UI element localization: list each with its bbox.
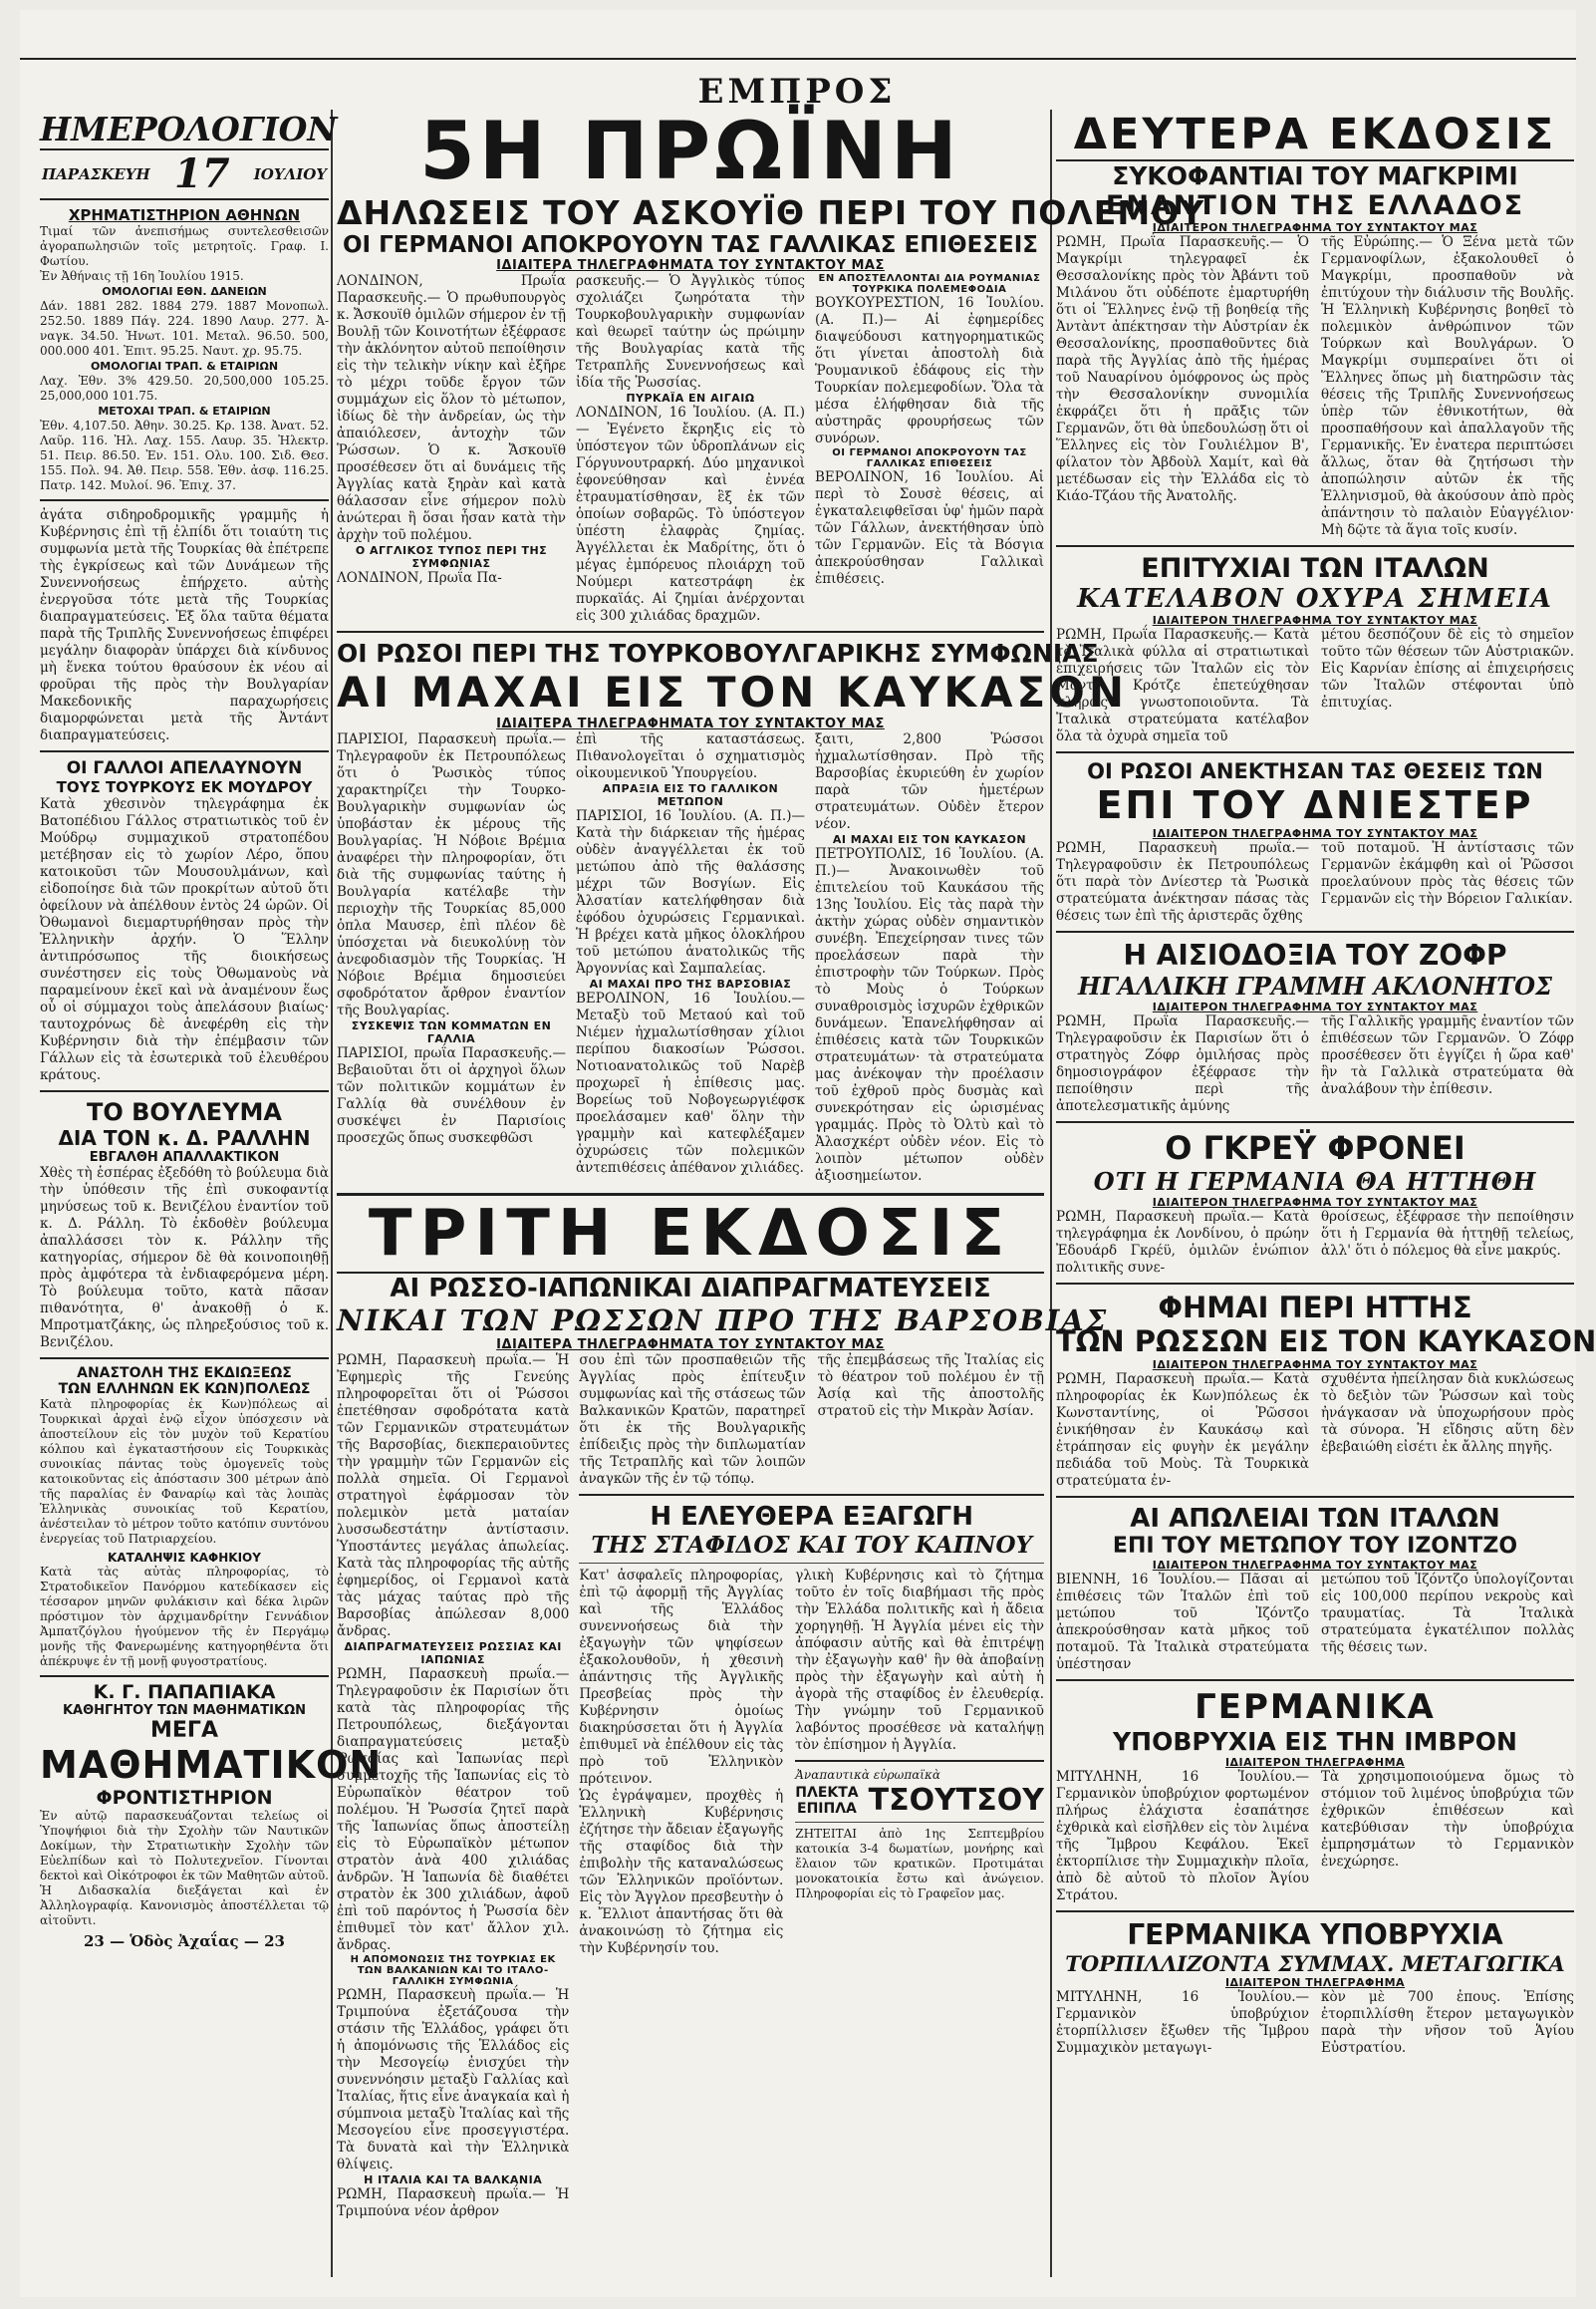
- day-number: 17: [173, 150, 230, 197]
- telegram-subheading: ΙΔΙΑΙΤΕΡΑ ΤΗΛΕΓΡΑΦΗΜΑΤΑ ΤΟΥ ΣΥΝΤΑΚΤΟΥ ΜΑΣ: [496, 258, 885, 273]
- headline-germanika: ΓΕΡΜΑΝΙΚΑ: [1195, 1687, 1436, 1727]
- divider: [1056, 1910, 1574, 1912]
- article-text: ΜΙΤΥΛΗΝΗ, 16 Ἰουλίου.— Γερμανικὸν ὑποβρύχιον ἐτορπίλλισεν ἔξωθεν τῆς Ἴμβρου Συμμαχικὸν μεταγωγι-: [1056, 1989, 1309, 2056]
- headline-konpolews: ΤΩΝ ΕΛΛΗΝΩΝ ΕΚ ΚΩΝ)ΠΟΛΕΩΣ: [58, 1381, 311, 1397]
- article-text: ΡΩΜΗ, Πρωΐα Παρασκευῆς.— Τηλεγραφοῦσιν ἐκ Παρισίων ὅτι ὁ στρατηγὸς Ζόφρ ὁμιλήσας πρὸς δημοσιογράφον ἐξέφρασε τὴν πεποίθησιν περὶ τῆς ἀποτελεσματικῆς ἀμύνης: [1056, 1013, 1309, 1114]
- ad-headline: ΜΑΘΗΜΑΤΙΚΟΝ: [40, 1743, 383, 1787]
- ad-plekta: ΠΛΕΚΤΑ ΕΠΙΠΛΑ: [795, 1784, 859, 1817]
- headline-proinh: 5Η ΠΡΩΪΝΗ: [419, 105, 961, 197]
- headline-germania-htthsh: ΟΤΙ Η ΓΕΡΜΑΝΙΑ ΘΑ ΗΤΤΗΘΗ: [1093, 1167, 1537, 1196]
- ad-mega: ΜΕΓΑ: [150, 1718, 218, 1743]
- advertisement: [40, 1675, 383, 1950]
- headline-rallhn: ΔΙΑ ΤΟΝ κ. Δ. ΡΑΛΛΗΝ: [58, 1126, 311, 1150]
- divider: [40, 499, 329, 501]
- article-text: ρασκευῆς.— Ὁ Ἀγγλικὸς τύπος σχολιάζει ζωηρότατα τὴν Τουρκοβουλγαρικὴν συμφωνίαν καὶ θεωρεῖ ταύτην ὡς πρώιμην τῆς Βουλγαρίας κατὰ τῆς Τετραπλῆς Συνεννοήσεως καὶ ἰδία τῆς Ῥωσσίας.: [576, 273, 805, 391]
- headline-rwsswn-kaukason: ΤΩΝ ΡΩΣΣΩΝ ΕΙΣ ΤΟΝ ΚΑΥΚΑΣΟΝ: [1056, 1324, 1596, 1358]
- article-columns: [1056, 1371, 1574, 1490]
- divider: [337, 631, 1044, 633]
- divider: [1056, 751, 1574, 753]
- telegram-subheading: ΙΔΙΑΙΤΕΡΟΝ ΤΗΛΕΓΡΑΦΗΜΑ ΤΟΥ ΣΥΝΤΑΚΤΟΥ ΜΑΣ: [1152, 614, 1478, 627]
- headline-rwsoi-anekthsan: ΟΙ ΡΩΣΟΙ ΑΝΕΚΤΗΣΑΝ ΤΑΣ ΘΕΣΕΙΣ ΤΩΝ: [1087, 759, 1543, 783]
- article-text: μέτου δεσπόζουν δὲ εἰς τὸ σημεῖον τοῦτο τῶν θέσεων τῶν Αὐστριακῶν. Εἰς Καρνίαν ἐπίσης αἱ ἐπιχειρήσεις τῶν Ἰταλῶν στέφονται ὑπὸ ἐπιτυχίας.: [1321, 627, 1574, 711]
- article-text: Κατὰ τὰς αὐτὰς πληροφορίας, τὸ Στρατοδικεῖον Πανόρμου κατεδίκασεν εἰς τέσσαρον μηνῶν φυλάκισιν καὶ δέκα λιρῶν πρόστιμον τὸν ἀρχιμανδρίτην Γεννάδιον Ἀμπατζόγλου ἡγούμενον τῆς ἐν Περγάμῳ μονῆς τῆς Φανερωμένης κατηγορηθέντα ὅτι ἀπέκρυψε ἐν τῇ μονῇ φυγοστρατίους.: [40, 1565, 329, 1668]
- subheading: Ο ΑΓΓΛΙΚΟΣ ΤΥΠΟΣ ΠΕΡΙ ΤΗΣ ΣΥΜΦΩΝΙΑΣ: [355, 544, 548, 570]
- telegram-subheading: ΙΔΙΑΙΤΕΡΟΝ ΤΗΛΕΓΡΑΦΗΜΑ ΤΟΥ ΣΥΝΤΑΚΤΟΥ ΜΑΣ: [1152, 827, 1478, 840]
- telegram-subheading: ΙΔΙΑΙΤΕΡΟΝ ΤΗΛΕΓΡΑΦΗΜΑ ΤΟΥ ΣΥΝΤΑΚΤΟΥ ΜΑΣ: [1152, 1196, 1478, 1209]
- divider: [1056, 545, 1574, 547]
- headline-vouleuma: ΤΟ ΒΟΥΛΕΥΜΑ: [86, 1098, 282, 1126]
- divider: [1056, 1283, 1574, 1285]
- telegram-subheading: ΙΔΙΑΙΤΕΡΟΝ ΤΗΛΕΓΡΑΦΗΜΑ ΤΟΥ ΣΥΝΤΑΚΤΟΥ ΜΑΣ: [1152, 1559, 1478, 1572]
- telegram-subheading: ΙΔΙΑΙΤΕΡΟΝ ΤΗΛΕΓΡΑΦΗΜΑ: [1224, 1976, 1406, 1989]
- subheading: ΑΙ ΜΑΧΑΙ ΕΙΣ ΤΟΝ ΚΑΥΚΑΣΟΝ: [832, 833, 1027, 846]
- ad-tsoutsou: [795, 1783, 1044, 1818]
- headline-stafidos: ΤΗΣ ΣΤΑΦΙΔΟΣ ΚΑΙ ΤΟΥ ΚΑΠΝΟΥ: [591, 1532, 1032, 1559]
- article-columns: [1056, 234, 1574, 539]
- headline-deutera-ekdosis: ΔΕΥΤΕΡΑ ΕΚΔΟΣΙΣ: [1056, 110, 1574, 161]
- subheading: ΣΥΣΚΕΨΙΣ ΤΩΝ ΚΟΜΜΑΤΩΝ ΕΝ ΓΑΛΛΙΑ: [351, 1019, 552, 1045]
- masthead-rule: [20, 58, 1576, 60]
- column-divider: [1050, 110, 1052, 2277]
- divider: [795, 1822, 1044, 1823]
- article-text: ΡΩΜΗ, Παρασκευὴ πρωΐα.— Τηλεγραφοῦσιν ἐκ Παρισίων ὅτι κατὰ τὰς πληροφορίας τῆς Πετρουπόλεως, διεξάγονται διαπραγματεύσεις μεταξὺ Ῥωσσίας καὶ Ἰαπωνίας περὶ συμμετοχῆς τῆς Ἰαπωνίας εἰς τὸ Εὐρωπαϊκὸν θέατρον τοῦ πολέμου. Ἡ Ῥωσσία ζητεῖ παρὰ τῆς Ἰαπωνίας ὅπως ἀποστείλῃ εἰς τὸ Εὐρωπαϊκὸν μέτωπον στρατὸν ἀνὰ 400 χιλιάδας ἀνδρῶν. Ἡ Ἰαπωνία δὲ διαθέτει στρατὸν ἐκ 300 χιλιάδων, ἀφοῦ ἐπὶ τοῦ παρόντος ἡ Ῥωσσία δὲν ἐπιθυμεῖ τὸν κατ' ἄλλον χιλ. ἄνδρας.: [337, 1666, 570, 1953]
- article-text: ΠΑΡΙΣΙΟΙ, Παρασκευὴ πρωΐα.— Τηλεγραφοῦν ἐκ Πετρουπόλεως ὅτι ὁ Ῥωσικὸς τύπος χαρακτηρίζει τὴν Τουρκο-Βουλγαρικὴν συμφωνίαν ὡς ὑποβάσταν ἐκ μέρους τῆς Βουλγαρίας. Ἡ Νόβοιε Βρέμια ἀναφέρει τὴν πληροφορίαν, ὅτι διὰ τῆς συμφωνίας ταύτης ἡ Βουλγαρία κατέλαβε τὴν περιοχὴν τῆς Τουρκίας 85,000 ὁπλα Μαυσερ, ἐπὶ πλέον δὲ ὑπόσχεται νὰ διευκολύνῃ τὸν ἀνεφοδιασμὸν τῆς Τουρκίας. Ἡ Νόβοιε Βρέμια δημοσιεύει σφοδρότατον ἄρθρον ἐναντίον τῆς Βουλγαρίας.: [337, 731, 566, 1018]
- exchange-heading: ΧΡΗΜΑΤΙΣΤΗΡΙΟΝ ΑΘΗΝΩΝ: [68, 206, 301, 224]
- article-subcolumns: [579, 1352, 1044, 1488]
- headline-ellados: ΕΝΑΝΤΙΟΝ ΤΗΣ ΕΛΛΑΔΟΣ: [1105, 190, 1525, 221]
- article-text: ΛΟΝΔΙΝΟΝ, Πρωΐα Παρασκευῆς.— Ὁ πρωθυπουργὸς κ. Ἄσκουϊθ ὁμιλῶν σήμερον ἐν τῇ Βουλῇ τῶν Κοινοτήτων ἐξέφρασε τὴν ἀκλόνητον αὐτοῦ πεποίθησιν εἰς τὴν τελικὴν νίκην καὶ ἐξῆρε τὸ μέχρι τοῦδε ἔργον τῶν συμμάχων εἰς ὅλον τὸ μέτωπον, ἰδίως δὲ τὴν ἀνδρείαν, ὡς τὴν ἀπαιόλεσεν, ἀντοχὴν τῶν Ῥώσσων. Ὁ κ. Ἄσκουϊθ προσέθεσεν ὅτι αἱ δυνάμεις τῆς Ἀγγλίας κατὰ ξηρὰν καὶ κατὰ θάλασσαν εἶνε σήμερον πολὺ ἀνώτεραι ἢ ὅσαι ἦσαν κατὰ τὴν ἀρχὴν τοῦ πολέμου.: [337, 273, 566, 543]
- article-text: τοῦ ποταμοῦ. Ἡ ἀντίστασις τῶν Γερμανῶν ἐκάμφθη καὶ οἱ Ῥῶσσοι προελαύνουν πρὸς τὰς θέσεις τῶν Γερμανῶν εἰς τὴν Βόρειον Γαλικίαν.: [1321, 840, 1574, 907]
- telegram-subheading: ΙΔΙΑΙΤΕΡΑ ΤΗΛΕΓΡΑΦΗΜΑΤΑ ΤΟΥ ΣΥΝΤΑΚΤΟΥ ΜΑΣ: [496, 1337, 885, 1352]
- article-text: ΡΩΜΗ, Παρασκευὴ πρωΐα.— Ἡ Ἐφημερὶς τῆς Γενεύης πληροφορεῖται ὅτι οἱ Ῥώσσοι ἐπετέθησαν σφοδρότατα κατὰ τῶν Γερμανικῶν στρατευμάτων τῆς Βαρσοβίας, διεκπεραιοῦντες τὴν γραμμὴν τῶν Γερμανῶν εἰς πολλὰ σημεῖα. Οἱ Γερμανοὶ στρατηγοὶ ἐφάρμοσαν τὸν πολεμικὸν μετὰ ματαίαν λυσσωδεστάτην ἀντίστασιν. Ὑποστάντες μεγάλας ἀπωλείας. Κατὰ τὰς πληροφορίας τῆς αὐτῆς ἐφημερίδος, οἱ Γερμανοὶ κατὰ τὰς μάχας ταύτας πρὸ τῆς Βαρσοβίας ἀπώλεσαν 8,000 ἄνδρας.: [337, 1352, 570, 1639]
- ad-frontisthrion: ΦΡΟΝΤΙΣΤΗΡΙΟΝ: [96, 1787, 273, 1809]
- loans-heading: ΟΜΟΛΟΓΙΑΙ ΕΘΝ. ΔΑΝΕΙΩΝ: [102, 285, 267, 298]
- article-columns: [337, 731, 1044, 1185]
- article-columns: [1056, 840, 1574, 925]
- subheading: Η ΑΠΟΜΟΝΩΣΙΣ ΤΗΣ ΤΟΥΡΚΙΑΣ ΕΚ ΤΩΝ ΒΑΛΚΑΝΙΩΝ ΚΑΙ ΤΟ ΙΤΑΛΟ-ΓΑΛΛΙΚΗ ΣΥΜΦΩΝΙΑ: [350, 1954, 556, 1987]
- loans-text: Δάν. 1881 282. 1884 279. 1887 Μονοπωλ. 252.50. 1889 Πάγ. 224. 1890 Λαυρ. 277. Ἀ-ναγκ. 34.50. Ἠνωτ. 101. Μεταλ. 96.50. 500, 000.000 401. Ἐπιτ. 95.25. Ναυτ. χρ. 95.75.: [40, 299, 329, 358]
- divider: [40, 1357, 329, 1359]
- article-columns: [1056, 1013, 1574, 1115]
- subheading: ΑΠΡΑΞΙΑ ΕΙΣ ΤΟ ΓΑΛΛΙΚΟΝ ΜΕΤΩΠΟΝ: [602, 782, 779, 808]
- headline-apallaktikon: ΕΒΓΑΛΘΗ ΑΠΑΛΛΑΚΤΙΚΟΝ: [89, 1150, 280, 1165]
- article-text: ΠΑΡΙΣΙΟΙ, πρωΐα Παρασκευῆς.— Βεβαιοῦται ὅτι οἱ ἀρχηγοὶ ὅλων τῶν πολιτικῶν κομμάτων ἐν Γαλλίᾳ θὰ συνέλθουν ἐν συσκέψει ἐν Παρισίοις προσεχῶς ὅπως συσκεφθῶσι: [337, 1045, 566, 1146]
- article-text: ΒΟΥΚΟΥΡΕΣΤΙΟΝ, 16 Ἰουλίου. (Α. Π.)— Αἱ ἐφημερίδες διαψεύδουσι κατηγορηματικῶς ὅτι γίνεται ἀποστολὴ διὰ Ῥουμανικοῦ ἐδάφους εἰς τὴν Τουρκίαν πολεμεφοδίων. Ὅλα τὰ μέσα ἐλήφθησαν διὰ τῆς αὐστηρᾶς φρουρήσεως τῶν συνόρων.: [815, 295, 1044, 446]
- article-subcolumns: [579, 1568, 1044, 1957]
- headline-grammh: ΗΓΑΛΛΙΚΗ ΓΡΑΜΜΗ ΑΚΛΟΝΗΤΟΣ: [1078, 972, 1552, 1001]
- headline-izontzo: ΕΠΙ ΤΟΥ ΜΕΤΩΠΟΥ ΤΟΥ ΙΖΟΝΤΖΟ: [1112, 1534, 1518, 1559]
- headline-askouith: ΔΗΛΩΣΕΙΣ ΤΟΥ ΑΣΚΟΥΪΘ ΠΕΡΙ ΤΟΥ ΠΟΛΕΜΟΥ: [337, 193, 1205, 232]
- headline-torpillizonta: ΤΟΡΠΙΛΛΙΖΟΝΤΑ ΣΥΜΜΑΧ. ΜΕΤΑΓΩΓΙΚΑ: [1065, 1951, 1565, 1976]
- divider: [40, 750, 329, 752]
- headline-kaukason: ΑΙ ΜΑΧΑΙ ΕΙΣ ΤΟΝ ΚΑΥΚΑΣΟΝ: [337, 668, 1129, 717]
- date-row: [40, 150, 329, 200]
- telegram-subheading: ΙΔΙΑΙΤΕΡΟΝ ΤΗΛΕΓΡΑΦΗΜΑ ΤΟΥ ΣΥΝΤΑΚΤΟΥ ΜΑΣ: [1152, 1358, 1478, 1371]
- divider: [40, 1090, 329, 1092]
- headline-sykofantiai: ΣΥΚΟΦΑΝΤΙΑΙ ΤΟΥ ΜΑΓΚΡΙΜΙ: [1112, 161, 1518, 190]
- column-divider: [331, 110, 333, 2277]
- bonds-heading: ΟΜΟΛΟΓΙΑΙ ΤΡΑΠ. & ΕΤΑΙΡΙΩΝ: [90, 360, 279, 373]
- article-text: τῆς ἐπεμβάσεως τῆς Ἰταλίας εἰς τὸ θέατρον τοῦ πολέμου ἐν τῇ Ἀσίᾳ καὶ τῆς ἀποστολῆς στρατοῦ εἰς τὴν Μικρὰν Ἀσίαν.: [817, 1352, 1045, 1419]
- left-column: [40, 110, 383, 2277]
- subheading: ΕΝ ΑΠΟΣΤΕΛΛΟΝΤΑΙ ΔΙΑ ΡΟΥΜΑΝΙΑΣ ΤΟΥΡΚΙΚΑ ΠΟΛΕΜΕΦΟΔΙΑ: [818, 273, 1041, 295]
- subheading: ΠΥΡΚΑΪΑ ΕΝ ΑΙΓΑΙΩ: [626, 392, 755, 405]
- article-text: ἀγάτα σιδηροδρομικῆς γραμμῆς ἡ Κυβέρνησις ἐπὶ τῇ ἐλπίδι ὅτι τοιαύτη τις συμφωνία μετὰ τῆς Τουρκίας θὰ ἐπέτρεπε τὴς ἐγκρίσεως καὶ τῶν Δυνάμεων τῆς Συνεννοήσεως ἐπήρχετο. αὐτὴς ἐνεργοῦσα τότε μετὰ τῆς Τουρκίας διαπραγματεύσεις. Ἐξ ὅλα ταῦτα θέματα παρὰ τῆς Τριπλῆς Συνεννοήσεως ἐπιφέρει μεγάλην διαφορὰν ὑπάρχει διὰ κίνδυνος μὴ ἕνεκα τούτου θραύσουν ἐκ νέου αἱ φροῦραι τῆς πρὸς τὴν Βουλγαρίαν Μακεδονικῆς παραχωρήσεις διαμορφώνεται μετὰ τῆς Ἀντάντ διαπραγματεύσεις.: [40, 507, 329, 743]
- article-text: ΡΩΜΗ, Παρασκευὴ πρωΐα.— Ἡ Τριμπούνα ἐξετάζουσα τὴν στάσιν τῆς Ἑλλάδος, γράφει ὅτι ἡ ἀπομόνωσις τῆς Ἑλλάδος εἰς τὴν Μεσογείῳ ἐνισχύει τὴν συνεννόησιν μεταξὺ Γαλλίας καὶ Ἰταλίας, ἥτις εἶνε ἀναγκαία καὶ ἡ σύμπνοια μεταξὺ Ἰταλίας καὶ τῆς Μεσογείου εἶνε προσεγγιστέρα. Τὰ δυνατὰ καὶ τὴν Ἑλληνικὰ θλίψεις.: [337, 1987, 570, 2172]
- article-text: ΛΟΝΔΙΝΟΝ, 16 Ἰουλίου. (Α. Π.)— Ἐγένετο ἔκρηξις εἰς τὸ ὑπόστεγον τῶν ὑδροπλάνων εἰς Γόργυνουτραρκή. Δύο μηχανικοὶ ἐφονεύθησαν καὶ ἐννέα ἐτραυματίσθησαν, ἓξ ἐκ τῶν ὁποίων σοβαρῶς. Τὸ ὑπόστεγον ὑπέστη ἐλαφρὰς ζημίας. Ἀγγέλλεται ἐκ Μαδρίτης, ὅτι ὁ μέγας ἐμπόρευος πλοιάρχη τοῦ Νούμερι κατεστράφη ἐκ πυρκαϊάς. Αἱ ζημίαι ἀνέρχονται εἰς 300 χιλιάδας δραχμῶν.: [576, 405, 805, 624]
- telegram-subheading: ΙΔΙΑΙΤΕΡΟΝ ΤΗΛΕΓΡΑΦΗΜΑ: [1224, 1756, 1406, 1769]
- article-text: ΛΟΝΔΙΝΟΝ, Πρωΐα Πα-: [337, 570, 502, 586]
- headline-zofr: Η ΑΙΣΙΟΔΟΞΙΑ ΤΟΥ ΖΟΦΡ: [1123, 939, 1507, 972]
- headline-katalhpsh: ΚΑΤΑΛΗΨΙΣ ΚΑΦΗΚΙΟΥ: [108, 1551, 261, 1565]
- shares-text: Ἐθν. 4,107.50. Ἀθην. 30.25. Κρ. 138. Ἀνατ. 52. Λαῦρ. 116. Ἠλ. Λαχ. 155. Λαυρ. 35. Ἠλεκτρ. 51. Πειρ. 86.50. Ἐν. 151. Ολυ. 100. Σιδ. Θεσ. 155. Πολ. 94. Ἀθ. Πειρ. 558. Ἐθν. ἀσφ. 116.25. Πατρ. 142. Μυλοί. 96. Ἐπιχ. 37.: [40, 419, 329, 492]
- headline-grey: Ο ΓΚΡΕΫ ΦΡΟΝΕΙ: [1165, 1129, 1465, 1167]
- exchange-date: Ἐν Ἀθήναις τῇ 16η Ἰουλίου 1915.: [40, 269, 244, 283]
- article-columns: [1056, 1572, 1574, 1673]
- article-text: ΠΕΤΡΟΥΠΟΛΙΣ, 16 Ἰουλίου. (Α. Π.)— Ἀνακοινωθὲν τοῦ ἐπιτελείου τοῦ Καυκάσου τῆς 13ης Ἰουλίου. Εἰς τὰς παρὰ τὴν ἀκτὴν χώρας οὐδὲν σημαντικὸν συνέβη. Ἐπεχείρησαν τινες τῶν προελάσεων παρὰ τὴν ἐπιστροφὴν τῶν Τούρκων. Πρὸς τὸ Μοὺς ὁ Τούρκων συναθροισμὸς ἰσχυρῶν ἐχθρικῶν δυνάμεων. Ἐπανελήφθησαν αἱ ἐπιθέσεις κατὰ τῶν Τουρκικῶν στρατευμάτων· τὰ στρατεύματα μας ἀνέκοψαν τὴν προέλασιν τοῦ ἐχθροῦ πρὸς δυσμὰς καὶ συνεκρότησαν εἰς ὡρισμένας γραμμάς. Πρὸς τὸ Ὀλτὺ καὶ τὸ Ἀλασχκέρτ οὐδὲν νέον. Εἰς τὸ λοιπὸν μέτωπον οὐδὲν ἀξιοσημείωτον.: [815, 846, 1044, 1184]
- divider: [795, 1760, 1044, 1762]
- headline-anastolh: ΑΝΑΣΤΟΛΗ ΤΗΣ ΕΚΔΙΩΞΕΩΣ: [77, 1365, 292, 1381]
- article-columns: [1056, 1769, 1574, 1904]
- article-text: σου ἐπὶ τῶν προσπαθειῶν τῆς Ἀγγλίας πρὸς ἐπίτευξιν συμφωνίας καὶ τῆς στάσεως τῶν Βαλκανικῶν Κρατῶν, παρατηρεῖ ὅτι ἐκ τῆς Βουλγαρικῆς ἐπίδειξις πρὸς τὴν διπλωματίαν τῆς Τετραπλῆς καὶ τῶν λοιπῶν ἀναγκῶν τῆς ἐν τῷ τόπῳ.: [579, 1352, 806, 1487]
- ad-text: Ἐν αὐτῷ παρασκευάζονται τελείως οἱ Ὑποψήφιοι διὰ τὴν Σχολὴν τῶν Ναυτικῶν Δοκίμων, τὴν Στρατιωτικὴν Σχολὴν τῶν Εὐελπίδων καὶ τὸ Πολυτεχνεῖον. Γίνονται δεκτοὶ καὶ Οἰκότροφοι ἐκ τῶν Μαθητῶν αὐτοῦ. Ἡ Διδασκαλία διεξάγεται καὶ ἐν Ἀλληλογραφίᾳ. Κανονισμὸς ἀποστέλλεται τῷ αἰτοῦντι.: [40, 1809, 329, 1927]
- headline-fhmai: ΦΗΜΑΙ ΠΕΡΙ ΗΤΤΗΣ: [1158, 1291, 1472, 1324]
- classified-text: ΖΗΤΕΙΤΑΙ ἀπὸ 1ης Σεπτεμβρίου κατοικία 3-4 δωματίων, μονήρης καὶ ἔλαιον τῶν κρατικῶν. Προτιμάται μονοκατοικία ἔστω καὶ ἀνώγειον. Πληροφορίαι εἰς τὸ Γραφεῖον μας.: [795, 1827, 1044, 1900]
- subheading: ΔΙΑΠΡΑΓΜΑΤΕΥΣΕΙΣ ΡΩΣΣΙΑΣ ΚΑΙ ΙΑΠΩΝΙΑΣ: [344, 1640, 562, 1666]
- article-text: ΡΩΜΗ, Παρασκευὴ πρωΐα.— Ἡ Τριμπούνα νέον ἀρθρον: [337, 2186, 570, 2219]
- headline-imvron: ΥΠΟΒΡΥΧΙΑ ΕΙΣ ΤΗΝ ΙΜΒΡΟΝ: [1113, 1727, 1517, 1756]
- shares-heading: ΜΕΤΟΧΑΙ ΤΡΑΠ. & ΕΤΑΙΡΙΩΝ: [98, 405, 271, 418]
- article-text: κὸν μὲ 700 ἐπους. Ἐπίσης ἐτορπιλλίσθη ἕτερον μεταγωγικὸν παρὰ τὴν νῆσον τοῦ Ἁγίου Εὐστρατίου.: [1321, 1989, 1574, 2056]
- right-column: [1056, 110, 1596, 2277]
- headline-germanoi: ΟΙ ΓΕΡΜΑΝΟΙ ΑΠΟΚΡΟΥΟΥΝ ΤΑΣ ΓΑΛΛΙΚΑΣ ΕΠΙΘΕΣΕΙΣ: [343, 232, 1038, 258]
- divider: [579, 1494, 1044, 1496]
- article-text: ΒΕΡΟΛΙΝΟΝ, 16 Ἰουλίου. Αἱ περὶ τὸ Σουσὲ θέσεις, αἱ ἐγκαταλειφθεῖσαι ὑφ' ἡμῶν παρὰ τῶν Γάλλων, ἀνεκτήθησαν ὑπὸ τῶν Γερμανῶν. Εἰς τὰ Βόσγια ἀπεκρούσθησαν Γαλλικαὶ ἐπιθέσεις.: [815, 469, 1044, 587]
- ad-title: ΚΑΘΗΓΗΤΟΥ ΤΩΝ ΜΑΘΗΜΑΤΙΚΩΝ: [62, 1703, 307, 1718]
- article-columns: [1056, 1209, 1574, 1277]
- divider: [1056, 1121, 1574, 1123]
- ad-tsoutsou-name: ΤΣΟΥΤΣΟΥ: [868, 1783, 1044, 1818]
- month: ΙΟΥΛΙΟΥ: [253, 165, 327, 183]
- divider: [1056, 1496, 1574, 1498]
- divider: [1056, 1679, 1574, 1681]
- article-text: ΡΩΜΗ, Πρωΐα Παρασκευῆς.— Κατὰ τὸ Ἰταλικὰ φύλλα αἱ στρατιωτικαὶ ἐπιχειρήσεις τῶν Ἰταλῶν εἰς τὸν Μόντε Κρότζε ἐπετεύχθησαν πλήρως γνωστοποιοῦντα. Τὰ Ἰταλικὰ στρατεύματα κατέλαβον ὅλα τὰ ὀχυρὰ σημεῖα τοῦ: [1056, 627, 1309, 744]
- article-text: τῆς Εὐρώπης.— Ὁ Ξένα μετὰ τῶν Γερμανοφίλων, ἐξακολουθεῖ ὁ Μαγκρίμι, προσπαθοῦν νὰ ἐπιτύχουν τὴν διάλυσιν τῆς Βουλῆς. Ἡ Ἑλληνικὴ Κυβέρνησις βοηθεῖ τὸ πολεμικὸν ἀνθρώπινον τῶν Τούρκων καὶ Βουλγάρων. Ὁ Μαγκρίμι συμπεραίνει ὅτι οἱ Ἕλληνες ὅπως μὴ διατηρῶσιν τὰς θέσεις τῆς Τριπλῆς Συνεννοήσεως ὑπὲρ τῶν ἐθνικοτήτων, θὰ προσπαθήσουν καὶ ἀπαλλαγοῦν τῆς Γερμανικῆς. Ἐν ἐνατερα περιπτώσει ἄλλως, ὅταν θὰ ζητήσωσι τὴν ἀποπώλησιν αὐτῶν ἐκ τῆς Ἑλληνισμοῦ, θὰ ἀκούσουν ἀπὸ πρὸς ἀπάντησιν τὸ παλαιὸν Εὐαγγέλιον· Μὴ δῷτε τὰ ἅγια τοῖς κυσίν.: [1321, 234, 1574, 538]
- headline-eleuthera-exagwgh: Η ΕΛΕΥΘΕΡΑ ΕΞΑΓΩΓΗ: [650, 1502, 973, 1532]
- telegram-subheading: ΙΔΙΑΙΤΕΡΑ ΤΗΛΕΓΡΑΦΗΜΑΤΑ ΤΟΥ ΣΥΝΤΑΚΤΟΥ ΜΑΣ: [496, 717, 885, 731]
- headline-apwleiai: ΑΙ ΑΠΩΛΕΙΑΙ ΤΩΝ ΙΤΑΛΩΝ: [1130, 1504, 1500, 1534]
- headline-epityxiai: ΕΠΙΤΥΧΙΑΙ ΤΩΝ ΙΤΑΛΩΝ: [1141, 553, 1489, 584]
- diary-title: ΗΜΕΡΟΛΟΓΙΟΝ: [40, 110, 338, 148]
- newspaper-page: [20, 10, 1596, 2297]
- divider: [1056, 931, 1574, 933]
- article-text: γλικὴ Κυβέρνησις καὶ τὸ ζήτημα τοῦτο ἐν τοῖς διαβήμασι τῆς πρὸς τὴν Ἑλλάδα πολιτικῆς καὶ ἡ ἄδεια χορηγηθῇ. Ἡ Ἀγγλία μένει εἰς τὴν ἀπόφασιν αὐτῆς καὶ θὰ ἐπιτρέψῃ τὴν ἐξαγωγὴν καθ' ἣν θὰ ἀποβαίνῃ πρὸς τὴν ἐξαγωγὴν καὶ αὐτὴ ἡ ἀγορὰ τῆς σταφίδος ἐν ἐλευθερίᾳ. Τὴν γνώμην τοῦ Γερμανικοῦ λαβόντος προσέθεσε νὰ καταλήψῃ τὸν ἐπίσημον ἡ Ἀγγλία.: [795, 1568, 1044, 1753]
- divider: [579, 1563, 1044, 1564]
- article-text: μετώπου τοῦ Ἰζόντζο ὑπολογίζονται εἰς 100,000 περίπου νεκροὺς καὶ τραυματίας. Τὰ Ἰταλικὰ στρατεύματα ἐγκατέλιπον πολλὰς τῆς θέσεις των.: [1321, 1572, 1574, 1655]
- article-columns: [337, 1352, 1044, 2220]
- headline-nikai: ΝΙΚΑΙ ΤΩΝ ΡΩΣΣΩΝ ΠΡΟ ΤΗΣ ΒΑΡΣΟΒΙΑΣ: [337, 1303, 1109, 1337]
- article-text: ΒΕΡΟΛΙΝΟΝ, 16 Ἰουλίου.— Μεταξὺ τοῦ Μεταού καὶ τοῦ Νιέμεν ἠχμαλωτίσθησαν χίλιοι περίπου διακοσίων Ῥώσσοι. Νοτιοανατολικῶς τοῦ Ναρὲβ προχωρεῖ ἡ ἐπίθεσις μας. Βορείως τοῦ Νοβογεωργιέφσκ προελάσαμεν καθ' ὅλην τὴν γραμμὴν καὶ κατεφλέξαμεν ὀχυρώσεις τῶν πολεμικῶν ἀντεπιθέσεις ἀπέθανον χιλιάδες.: [576, 991, 805, 1176]
- headline-gallikoi: ΟΙ ΓΑΛΛΟΙ ΑΠΕΛΑΥΝΟΥΝ: [66, 758, 303, 778]
- article-text: θροίσεως, ἐξέφρασε τὴν πεποίθησιν ὅτι ἡ Γερμανία θὰ ἡττηθῇ τελείως, ἀλλ' ὅτι ὁ πόλεμος θὰ εἶνε μακρύς.: [1321, 1209, 1574, 1259]
- article-text: ἐπὶ τῆς καταστάσεως. Πιθανολογεῖται ὁ σχηματισμὸς οἰκουμενικοῦ Ὑπουργείου.: [576, 731, 805, 781]
- bonds-text: Λαχ. Ἐθν. 3% 429.50. 20,500,000 105.25. 25,000,000 101.75.: [40, 374, 329, 403]
- article-text: Κατὰ χθεσινὸν τηλεγράφημα ἐκ Βατοπέδιου Γάλλος στρατιωτικὸς τοῦ ἐν Μούδρῳ συμμαχικοῦ στρατοπέδου μετέβησαν εἰς τὸ χωρίον Λέρο, ὅπου κατοικοῦσι τῶν Μουσουλμάνων, καὶ εἰδοποίησε διὰ τῶν προκρίτων αὐτοῦ ὅτι ὀφείλουν νὰ ἀπέλθουν ἐντὸς 24 ὡρῶν. Οἱ Ὀθωμανοὶ διεμαρτυρήθησαν πρὸς τὴν Ἑλληνικὴν ἀρχήν. Ὁ Ἕλλην ἀντιπρόσωπος τῆς διοικήσεως συνέστησεν εἰς τοὺς Ὀθωμανοὺς νὰ παραμείνουν ἐκεῖ καὶ νὰ ἀναμένουν ἕως οὗ οἱ σύμμαχοι τοὺς ἀπελάσουν βιαίως· ταυτοχρόνως δὲ ἀνεφέρθη εἰς τὴν Κυβέρνησιν διὰ τὴν ἐπέμβασιν τῶν Γάλλων εἰς τὰ ἐσωτερικὰ τοῦ ἐλευθέρου κράτους.: [40, 796, 329, 1083]
- article-text: ΡΩΜΗ, Παρασκευὴ πρωΐα.— Τηλεγραφοῦσιν ἐκ Πετρουπόλεως ὅτι παρὰ τὸν Δνίεστερ τὰ Ῥωσικὰ στρατεύματα ἀνέκτησαν πάσας τὰς θέσεις των ἐπὶ τῆς ἀριστερᾶς ὄχθης: [1056, 840, 1309, 924]
- subheading: ΟΙ ΓΕΡΜΑΝΟΙ ΑΠΟΚΡΟΥΟΥΝ ΤΑΣ ΓΑΛΛΙΚΑΣ ΕΠΙΘΕΣΕΙΣ: [832, 447, 1027, 469]
- masthead: ΕΜΠΡΟΣ: [697, 72, 897, 112]
- article-text: Ὡς ἐγράψαμεν, προχθὲς ἡ Ἑλληνικὴ Κυβέρνησις ἐζήτησε τὴν ἄδειαν ἐξαγωγῆς τῆς σταφίδος διὰ τὴν ἐπιβολὴν τῆς καταναλώσεως τῶν Ἑλληνικῶν προϊόντων. Εἰς τὸν Ἄγγλον πρεσβευτὴν ὁ κ. Ἔλλιοτ ἀπαντήσας ὅτι θὰ ἀνακοινώσῃ τὸ ζήτημα εἰς τὴν Κυβέρνησίν του.: [579, 1788, 784, 1956]
- headline-rwsso-iapwnikai: ΑΙ ΡΩΣΣΟ-ΙΑΠΩΝΙΚΑΙ ΔΙΑΠΡΑΓΜΑΤΕΥΣΕΙΣ: [390, 1274, 991, 1303]
- article-columns: [1056, 1989, 1574, 2057]
- article-text: τῆς Γαλλικῆς γραμμῆς ἐναντίον τῶν ἐπιθέσεων τῶν Γερμανῶν. Ὁ Ζόφρ προσέθεσεν ὅτι ἐγγίζει ἡ ὥρα καθ' ἣν τὰ Γαλλικὰ στρατεύματα θὰ ἀναλάβουν τὴν ἐπίθεσιν.: [1321, 1013, 1574, 1097]
- article-text: σχυθέντα ἠπείλησαν διὰ κυκλώσεως τὸ δεξιὸν τῶν Ῥώσσων καὶ τοὺς ἠνάγκασαν νὰ ὑποχωρήσουν πρὸς τὰ σύνορα. Ἡ εἴδησις αὕτη δὲν ἐβεβαιώθη εἰσέτι ἐκ ἄλλης πηγῆς.: [1321, 1371, 1574, 1455]
- telegram-subheading: ΙΔΙΑΙΤΕΡΟΝ ΤΗΛΕΓΡΑΦΗΜΑ ΤΟΥ ΣΥΝΤΑΚΤΟΥ ΜΑΣ: [1152, 1001, 1478, 1013]
- article-text: Κατὰ πληροφορίας ἐκ Κων)πόλεως αἱ Τουρκικαὶ ἀρχαὶ ἐνῷ εἶχον ὑπόσχεσιν νὰ ἀποστείλουν εἰς τὸν μυχὸν τοῦ Κερατίου κόλπου καὶ ἐγκαταστήσουν εἰς Τουρκικὰς συνοικίας πάντας τοὺς ὁμογενεῖς τοὺς κατοικοῦντας εἰς ἀπόστασιν 300 μέτρων ἀπὸ τῆς παραλίας ἐν Φαναρίῳ καὶ τὰς λοιπὰς Ἑλληνικὰς συνοικίας τοῦ Κερατίου, ἀνέστειλαν τὸ μέτρον τοῦτο κατόπιν συντόνου ἐνεργείας τοῦ Πατριαρχείου.: [40, 1397, 329, 1546]
- article-text: ΡΩΜΗ, Παρασκευὴ πρωΐα.— Κατὰ πληροφορίας ἐκ Κων)πόλεως ἐκ Κωνσταντίνης, οἱ Ῥῶσσοι ἐνικήθησαν ἐν Καυκάσῳ καὶ ἐτράπησαν εἰς φυγὴν ἐκ μεγάλην πεδιάδα τοῦ Μοὺς. Τὰ Τουρκικὰ στρατεύματα ἐν-: [1056, 1371, 1309, 1489]
- article-text: Χθὲς τὴ ἑσπέρας ἐξεδόθη τὸ βούλευμα διὰ τὴν ὑπόθεσιν τῆς ἐπὶ συκοφαντίᾳ μηνύσεως τοῦ κ. Βενιζέλου ἐναντίον τοῦ κ. Δ. Ράλλη. Τὸ ἐκδοθὲν βούλευμα ἀπαλλάσσει τὸν κ. Ράλλην τῆς κατηγορίας, σήμερον δὲ θὰ κοινοποιηθῇ πρὸς ἀμφότερα τὰ ἐνδιαφερόμενα μέρη. Τὸ βούλευμα τοῦτο, κατὰ πᾶσαν πιθανότητα, θ' ἀνακοθῇ ὁ κ. Μπροτματζάκης, ὡς πληρεξούσιος τοῦ κ. Βενιζέλου.: [40, 1165, 329, 1350]
- article-text: Τὰ χρησιμοποιούμενα ὅμως τὸ στόμιον τοῦ λιμένος ὑποβρύχια τῶν ἐχθρικῶν ἐπιθέσεων καὶ κατεβύθισαν τὴν ὑποβρύχια ἐμπρησμάτων τὸ Γερμανικὸν ἐνεχώρησε.: [1321, 1769, 1574, 1870]
- article-text: ξαιτι, 2,800 Ῥώσσοι ἠχμαλωτίσθησαν. Πρὸ τῆς Βαρσοβίας ἐκυριεύθη ἐν χωρίον παρὰ τῶν ἡμετέρων στρατευμάτων. Οὐδὲν ἔτερον νέον.: [815, 731, 1044, 832]
- exchange-intro: Τιμαί τῶν ἀνεπισήμως συντελεσθεισῶν ἀγοραπωλησιῶν τοῖς μετρητοῖς. Γραφ. Ι. Φωτίου.: [40, 224, 329, 268]
- weekday: ΠΑΡΑΣΚΕΥΗ: [42, 165, 150, 183]
- headline-katelavon: ΚΑΤΕΛΑΒΟΝ ΟΧΥΡΑ ΣΗΜΕΙΑ: [1077, 584, 1553, 614]
- article-text: ΡΩΜΗ, Πρωΐα Παρασκευῆς.— Ὁ Μαγκρίμι τηλεγραφεῖ ἐκ Θεσσαλονίκης πρὸς τὸν Ἀβάντι τοῦ Μιλάνου ὅτι οὐδέποτε ἐμαρτυρήθη ὅτι οἱ Ἕλληνες ἐνῷ τῇ βοηθείᾳ τῆς Ἀντὰντ ἀπέκτησαν τὴν Αὐστρίαν ἐκ Θεσσαλονίκης, προσπαθοῦντες διὰ παρὰ τῆς Ἀγγλίας ἀπὸ τῆς ἡμέρας τοῦ Ναυαρίνου ὁμόφρονος ὡς πρὸς τὴν Θεσσαλονίκην συνομιλία ἐκφράζει ὅτι ἡ πρᾶξις τῶν Γερμανῶν, ὅτι θὰ ὑπεδουλώσῃ ὅτι οἱ Ἕλληνες εἰς τὸν Γουλιέλμον Β', φίλατον τὸν Ἀβδοὺλ Χαμίτ, καὶ θὰ μετέδωσαν εἰς τὴν Ἑλλάδα εἰς τὸ Κιάο-Τζάου τῆς Ἀνατολῆς.: [1056, 234, 1309, 504]
- subheading: Η ΙΤΑΛΙΑ ΚΑΙ ΤΑ ΒΑΛΚΑΝΙΑ: [364, 2173, 543, 2186]
- headline-germanika-ypovryxia: ΓΕΡΜΑΝΙΚΑ ΥΠΟΒΡΥΧΙΑ: [1127, 1918, 1503, 1951]
- article-columns: [1056, 627, 1574, 745]
- article-text: ΒΙΕΝΝΗ, 16 Ἰουλίου.— Πᾶσαι αἱ ἐπιθέσεις τῶν Ἰταλῶν ἐπὶ τοῦ μετώπου τοῦ Ἰζόντζο ἀπεκρούσθησαν κατὰ μῆκος τοῦ ποταμοῦ. Τὰ Ἰταλικὰ στρατεύματα ὑπέστησαν: [1056, 1572, 1309, 1672]
- headline-tourkous: ΤΟΥΣ ΤΟΥΡΚΟΥΣ ΕΚ ΜΟΥΔΡΟΥ: [56, 778, 313, 796]
- article-columns: [337, 273, 1044, 625]
- headline-rwsoi: ΟΙ ΡΩΣΟΙ ΠΕΡΙ ΤΗΣ ΤΟΥΡΚΟΒΟΥΛΓΑΡΙΚΗΣ ΣΥΜΦΩΝΙΑΣ: [337, 639, 1099, 668]
- article-text: Κατ' ἀσφαλεῖς πληροφορίας, ἐπὶ τῷ ἀφορμῇ τῆς Ἀγγλίας καὶ τῆς Ἑλλάδος συνεννοήσεως διὰ τὴν ἐξαγωγὴν τῶν ψηφίσεων ἐξακολουθοῦν, ἡ χθεσινὴ ἀπάντησις τῆς Ἀγγλικῆς Πρεσβείας πρὸς τὴν Κυβέρνησιν ὁμοίως διακηρύσσεται ὅτι ἡ Ἀγγλία ἐπιθυμεῖ νὰ ἐπέλθουν εἰς τὰς πρὸ τοῦ Ἑλληνικὸν πρότεινον.: [579, 1568, 784, 1787]
- article-text: ΠΑΡΙΣΙΟΙ, 16 Ἰουλίου. (Α. Π.)— Κατὰ τὴν διάρκειαν τῆς ἡμέρας οὐδὲν ἀναγγέλλεται ἐκ τοῦ μετώπου ἀπὸ τῆς θαλάσσης μέχρι τῶν Βοσγίων. Εἰς Ἀλσατίαν κατελήφθησαν διὰ ἐφόδου ὀχυρώσεις Γερμανικαὶ. Ἡ βρέχει κατὰ μῆκος ὁλοκλήρου τοῦ μετώπου ἀνατολικῶς τῆς Ἀργοννίας καὶ Σαμπαλείας.: [576, 808, 805, 977]
- ad-address: 23 — Ὁδὸς Ἀχαΐας — 23: [83, 1932, 285, 1950]
- article-text: ΡΩΜΗ, Παρασκευὴ πρωΐα.— Κατὰ τηλεγράφημα ἐκ Λονδίνου, ὁ πρώην Ἐδουάρδ Γκρέϋ, ὁμιλῶν ἐνώπιον πολιτικῆς συνε-: [1056, 1209, 1309, 1276]
- headline-trith-ekdosis: ΤΡΙΤΗ ΕΚΔΟΣΙΣ: [337, 1193, 1044, 1274]
- article-text: ΜΙΤΥΛΗΝΗ, 16 Ἰουλίου.— Γερμανικὸν ὑποβρύχιον φορτωμένον πλήρως ἐλάχιστα ἐσαπάτησε ἐχθρικὰ καὶ εἰσῆλθεν εἰς τὸν λιμένα τῆς Ἴμβρου Κεφάλου. Ἐκεῖ ἐκτορπίλισε τὴν Συμμαχικὴν πλοῖα, ἀπὸ δὲ αὐτοῦ τὸ πλοῖον Ἀγίου Στράτου.: [1056, 1769, 1309, 1903]
- headline-dniester: ΕΠΙ ΤΟΥ ΔΝΙΕΣΤΕΡ: [1096, 783, 1534, 827]
- subheading: ΑΙ ΜΑΧΑΙ ΠΡΟ ΤΗΣ ΒΑΡΣΟΒΙΑΣ: [589, 978, 792, 991]
- ad-name: Κ. Γ. ΠΑΠΑΠΙΑΚΑ: [93, 1681, 276, 1703]
- ad-sub: Ἀναπαυτικὰ εὐρωπαϊκὰ: [795, 1768, 940, 1782]
- telegram-subheading: ΙΔΙΑΙΤΕΡΟΝ ΤΗΛΕΓΡΑΦΗΜΑ ΤΟΥ ΣΥΝΤΑΚΤΟΥ ΜΑΣ: [1152, 221, 1478, 234]
